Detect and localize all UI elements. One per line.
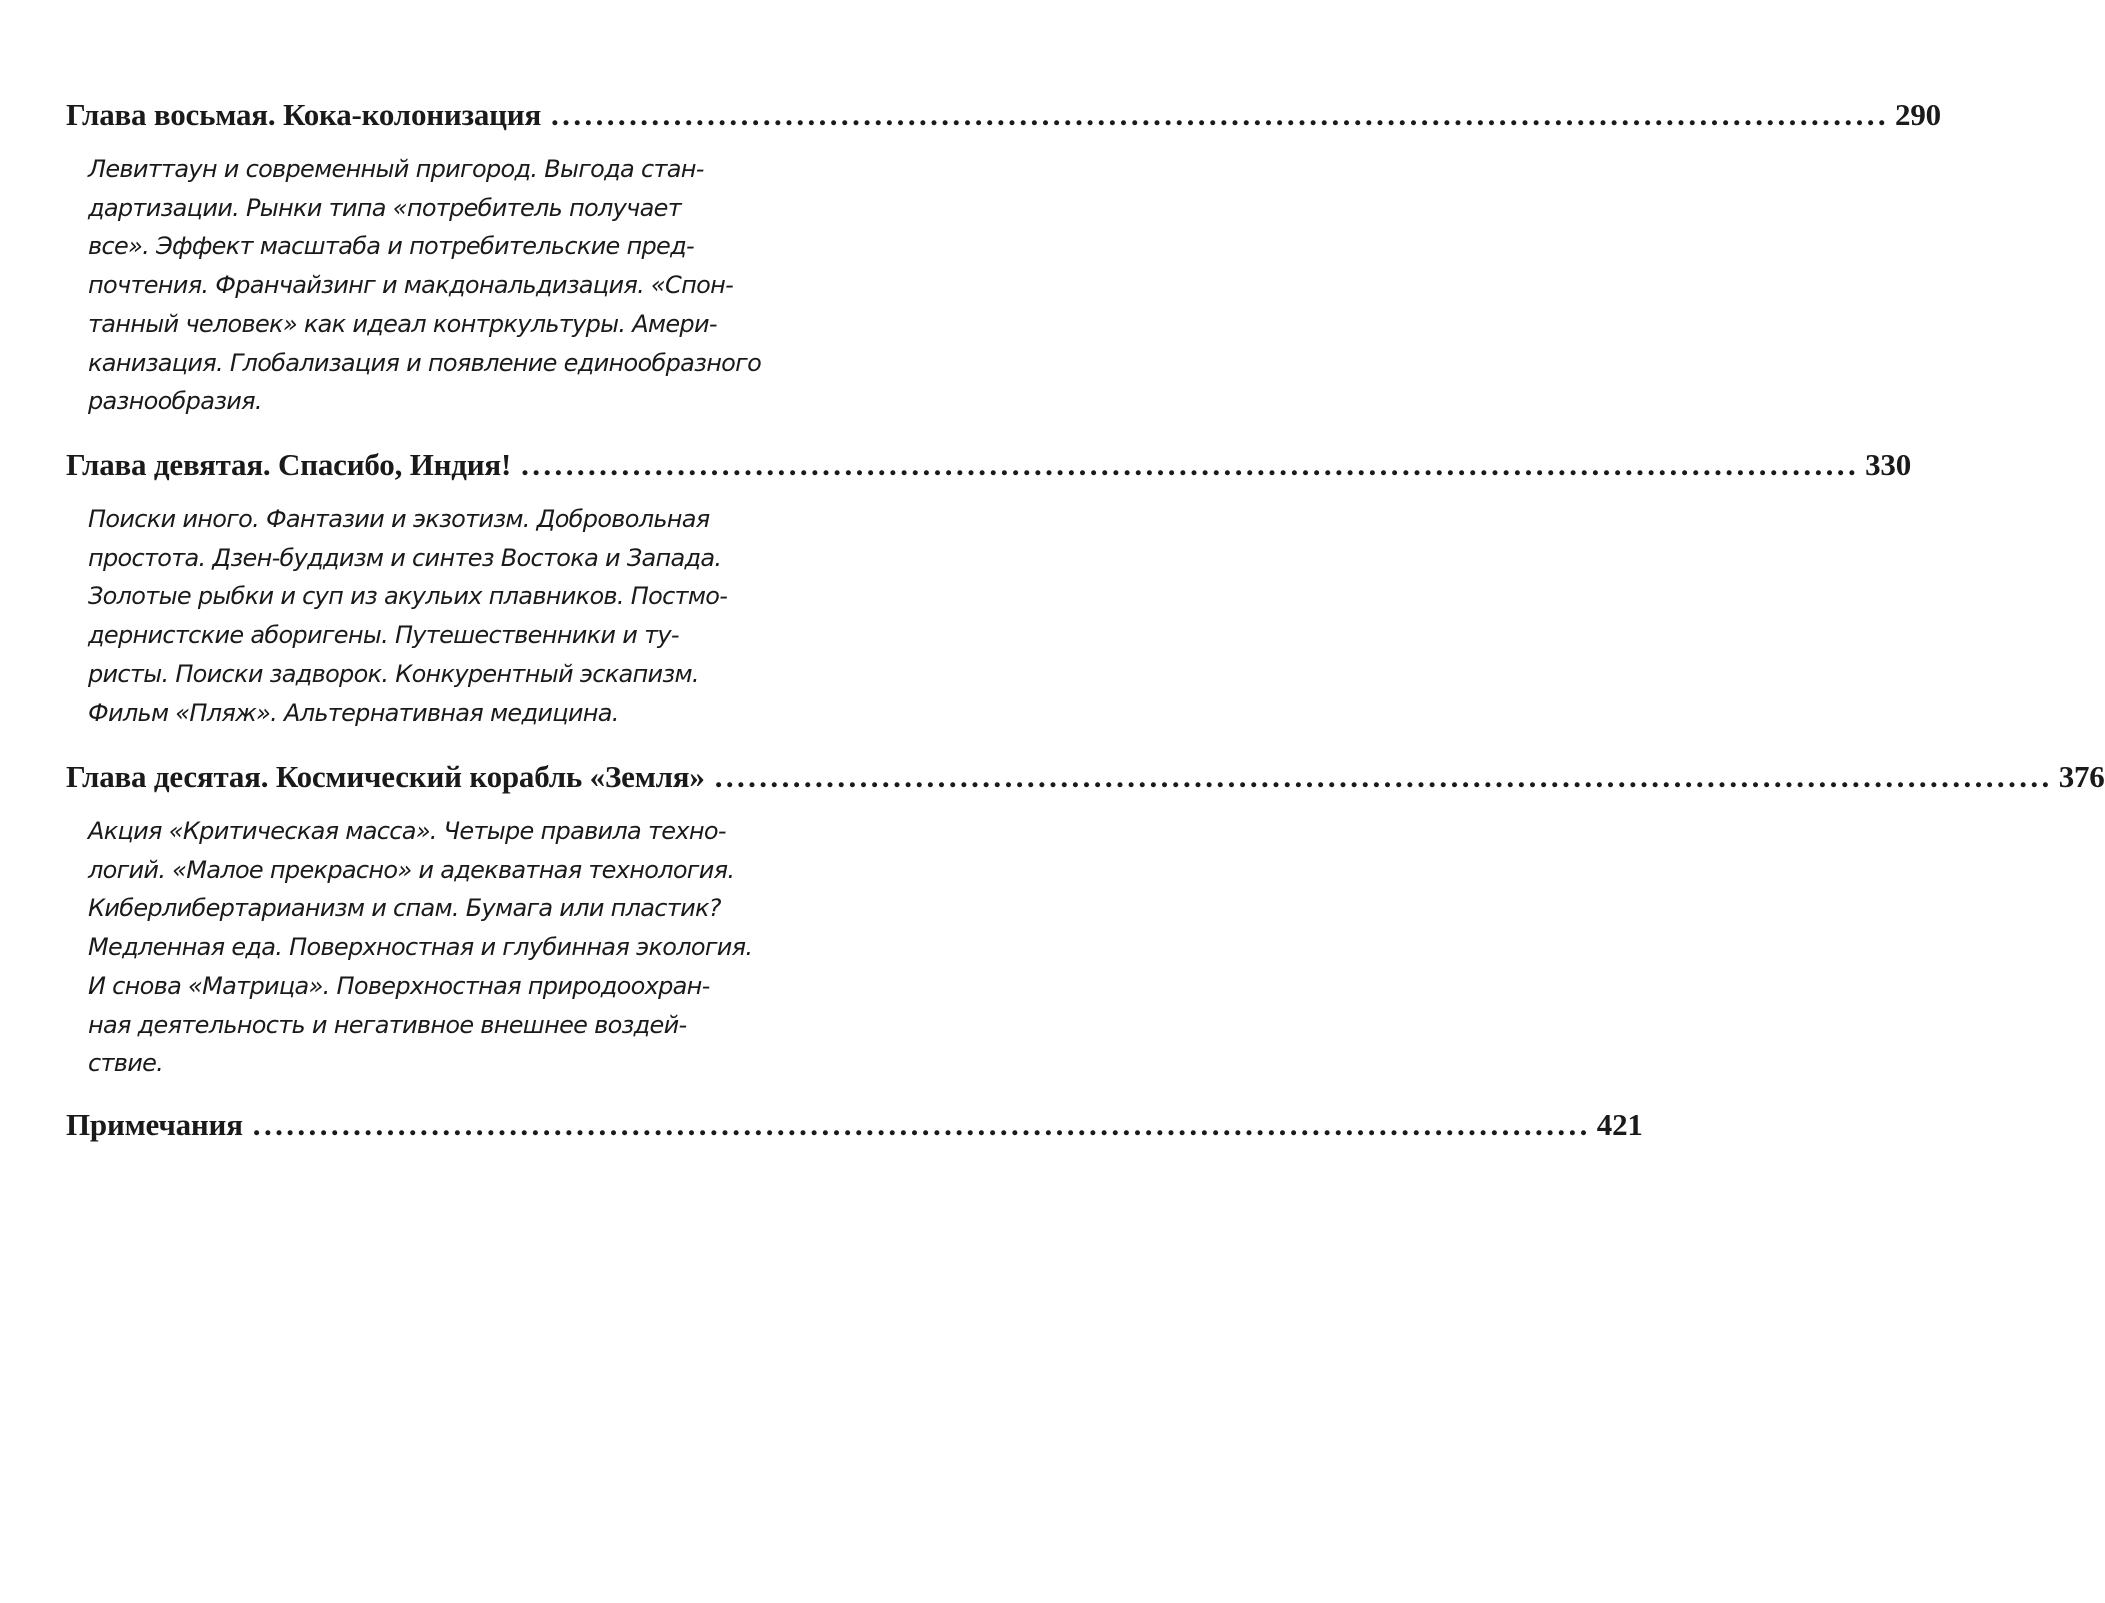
chapter-title: Глава десятая. Космический корабль «Земля» bbox=[66, 759, 705, 794]
description-line: Акция «Критическая масса». Четыре правила техно- bbox=[88, 817, 726, 845]
page-number: 421 bbox=[1596, 1107, 1643, 1142]
description-line: почтения. Франчайзинг и макдональдизация. «Спон- bbox=[88, 271, 734, 300]
page-number: 290 bbox=[1895, 97, 1941, 132]
toc-entry-chapter-9 bbox=[66, 446, 1912, 732]
description-line: И снова «Матрица». Поверхностная природоохран- bbox=[88, 971, 710, 1000]
toc-heading-line bbox=[66, 446, 1912, 484]
leader-dots: ........................................................................................................................ bbox=[714, 759, 2053, 794]
toc-entry-notes bbox=[66, 1106, 1643, 1144]
description-line: дернистские аборигены. Путешественники и ту- bbox=[88, 621, 679, 650]
description-line: простота. Дзен-буддизм и синтез Востока и Запада. bbox=[88, 543, 722, 572]
description-line: танный человек» как идеал контркультуры. Амери- bbox=[88, 309, 717, 338]
description-line: ная деятельность и негативное внешнее воздей- bbox=[88, 1010, 687, 1039]
description-line: Золотые рыбки и суп из акульих плавников. Постмо- bbox=[88, 582, 728, 611]
toc-entry-chapter-8 bbox=[66, 96, 1941, 421]
description-line: дартизации. Рынки типа «потребитель получает bbox=[88, 193, 681, 222]
description-line: ристы. Поиски задворок. Конкурентный эскапизм. bbox=[88, 659, 699, 688]
toc-entry-chapter-10 bbox=[66, 758, 2105, 1083]
chapter-description bbox=[88, 150, 788, 421]
toc-heading-line bbox=[66, 96, 1941, 134]
chapter-description bbox=[88, 500, 788, 732]
chapter-title: Глава восьмая. Кока-колонизация bbox=[66, 97, 542, 132]
description-line: логий. «Малое прекрасно» и адекватная технология. bbox=[88, 855, 735, 884]
description-line: ствие. bbox=[88, 1049, 164, 1078]
notes-title: Примечания bbox=[66, 1107, 243, 1142]
description-line: разнообразия. bbox=[88, 387, 262, 416]
description-line: Медленная еда. Поверхностная и глубинная экология. bbox=[88, 933, 753, 962]
description-line: Левиттаун и современный пригород. Выгода стан- bbox=[88, 155, 704, 183]
page-number: 330 bbox=[1865, 447, 1912, 482]
chapter-title: Глава девятая. Спасибо, Индия! bbox=[66, 447, 512, 482]
description-line: Поиски иного. Фантазии и экзотизм. Добровольная bbox=[88, 505, 710, 533]
description-line: канизация. Глобализация и появление единообразного bbox=[88, 348, 762, 377]
description-line: все». Эффект масштаба и потребительские пред- bbox=[88, 232, 694, 261]
leader-dots: ........................................................................................................................ bbox=[252, 1107, 1591, 1142]
page-number: 376 bbox=[2058, 759, 2105, 794]
toc-heading-line bbox=[66, 758, 2105, 796]
leader-dots: ........................................................................................................................ bbox=[521, 447, 1860, 482]
description-line: Фильм «Пляж». Альтернативная медицина. bbox=[88, 698, 619, 727]
toc-heading-line bbox=[66, 1106, 1643, 1144]
chapter-description bbox=[88, 812, 788, 1083]
description-line: Киберлибертарианизм и спам. Бумага или пластик? bbox=[88, 894, 721, 923]
leader-dots: ........................................................................................................................ bbox=[551, 97, 1890, 132]
